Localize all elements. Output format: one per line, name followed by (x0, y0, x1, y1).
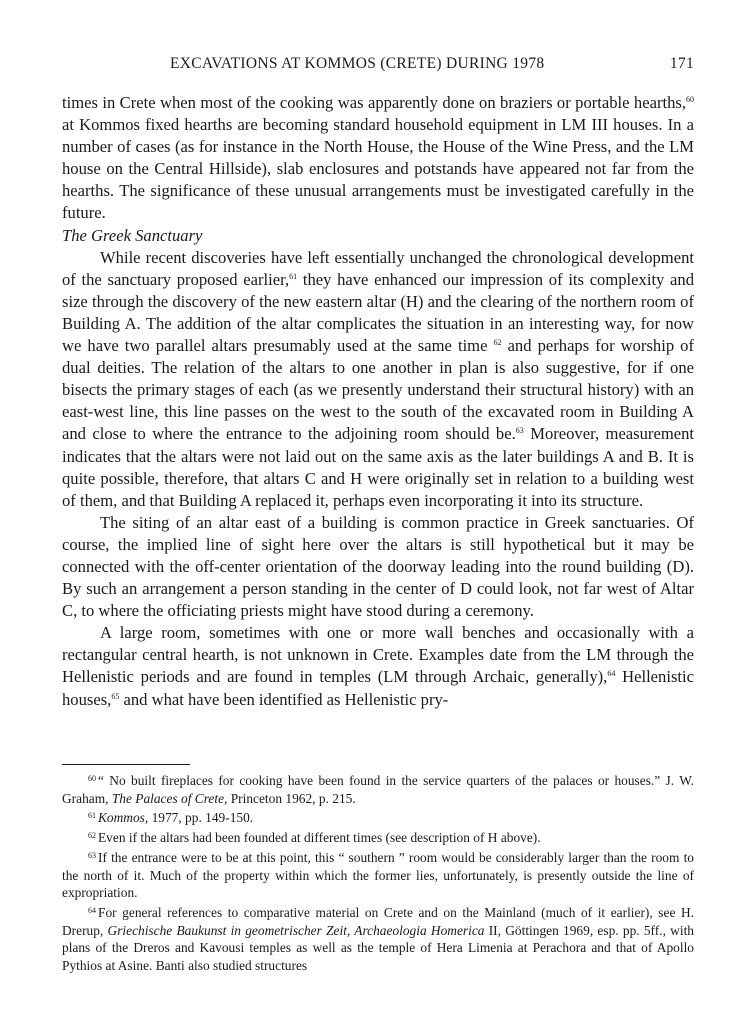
text-run: 1977, pp. 149-150. (148, 810, 254, 826)
footnote-60 (62, 770, 694, 807)
footnote-64 (62, 902, 694, 975)
cited-title: Griechische Baukunst in geometrischer Zeit, Archaeologia Homerica (107, 922, 485, 938)
main-text (62, 92, 694, 711)
paragraph-4 (62, 622, 694, 710)
footnote-63 (62, 847, 694, 902)
footnote-ref-63: 63 (515, 426, 524, 436)
footnote-number: 62 (88, 831, 96, 841)
text-run: If the entrance were to be at this point, this “ southern ” room would be considerably larger than the room to the north of it. Much of the property within which the former lies, unfortunately, is presently outside the line of expropriation. (62, 849, 694, 901)
footnote-ref-62: 62 (493, 338, 502, 348)
text-run: Princeton 1962, p. 215. (227, 790, 356, 806)
text-run: Even if the altars had been founded at different times (see description of H above). (98, 830, 541, 846)
text-run: times in Crete when most of the cooking was apparently done on braziers or portable hearths, (62, 93, 686, 112)
paragraph-1 (62, 92, 694, 225)
text-run: at Kommos fixed hearths are becoming standard household equipment in LM III houses. In a number of cases (as for instance in the North House, the House of the Wine Press, and the LM house on the Central Hillside), slab enclosures and potstands have appeared not far from the hearths. The significance of these unusual arrangements must be investigated carefully in the future. (62, 115, 694, 223)
cited-title: Kommos, (98, 810, 149, 826)
footnote-ref-61: 61 (289, 271, 298, 281)
footnote-ref-65: 65 (111, 691, 120, 701)
footnote-number: 63 (88, 850, 96, 860)
footnote-ref-64: 64 (607, 669, 616, 679)
footnote-62 (62, 827, 694, 847)
text-run: II, Göttingen 1969, esp. pp. 5ff., with plans of the Dreros and Kavousi temples as well as the temple of Hera Limenia at Perachora and that of Apollo Pythios at Asine. Banti also studied structures (62, 922, 694, 974)
running-title: EXCAVATIONS AT KOMMOS (CRETE) DURING 1978 (170, 55, 545, 72)
footnote-number: 60 (88, 774, 96, 783)
text-run: they have enhanced our impression of its complexity and size through the discovery of the new eastern altar (H) and the clearing of the northern room of Building A. The addition of the altar complicates the situation in an interesting way, for now we have two parallel altars presumably used at the same time (62, 269, 694, 356)
text-run: and perhaps for worship of dual deities. The relation of the altars to one another in plan is also suggestive, for if one bisects the primary stages of each (as we presently understand their structural history) with an east-west line, this line passes on the west to the south of the excavated room in Building A and close to where the entrance to the adjoining room should be. (62, 336, 694, 444)
cited-title: The Palaces of Crete, (111, 790, 228, 806)
text-run: While recent discoveries have left essentially unchanged the chronological development of the sanctuary proposed earlier, (62, 247, 694, 289)
paragraph-3: The siting of an altar east of a building is common practice in Greek sanctuaries. Of course, the implied line of sight here over the altars is still hypothetical but it may be connected with the off-center orientation of the doorway leading into the round building (D). By such an arrangement a person standing in the center of D could look, not far west of Altar C, to where the officiating priests might have stood during a ceremony. (62, 512, 694, 621)
footnote-number: 61 (88, 811, 96, 821)
text-run: Moreover, measurement indicates that the altars were not laid out on the same axis as the later buildings A and B. It is quite possible, therefore, that altars C and H were originally set in relation to a building west of them, and that Building A replaced it, perhaps even incorporating it into its structure. (62, 424, 695, 510)
text-run: For general references to comparative material on Crete and on the Mainland (much of it earlier), see H. Drerup, (62, 904, 694, 938)
text-run: A large room, sometimes with one or more wall benches and occasionally with a rectangular central hearth, is not unknown in Crete. Examples date from the LM through the Hellenistic periods and are found in temples (LM through Archaic, generally), (62, 623, 694, 687)
footnote-ref-60: 60 (686, 95, 694, 104)
footnotes (62, 770, 694, 975)
text-run: Hellenistic houses, (62, 667, 694, 709)
footnote-number: 64 (88, 905, 96, 915)
footnote-divider (62, 764, 190, 765)
text-run: “ No built fireplaces for cooking have been found in the service quarters of the palaces or houses.” J. W. Graham, (62, 773, 694, 806)
footnote-61 (62, 807, 694, 827)
section-heading: The Greek Sanctuary (62, 225, 203, 245)
text-run: and what have been identified as Hellenistic pry- (119, 689, 449, 709)
page-number: 171 (669, 55, 694, 72)
paragraph-2 (62, 247, 694, 512)
